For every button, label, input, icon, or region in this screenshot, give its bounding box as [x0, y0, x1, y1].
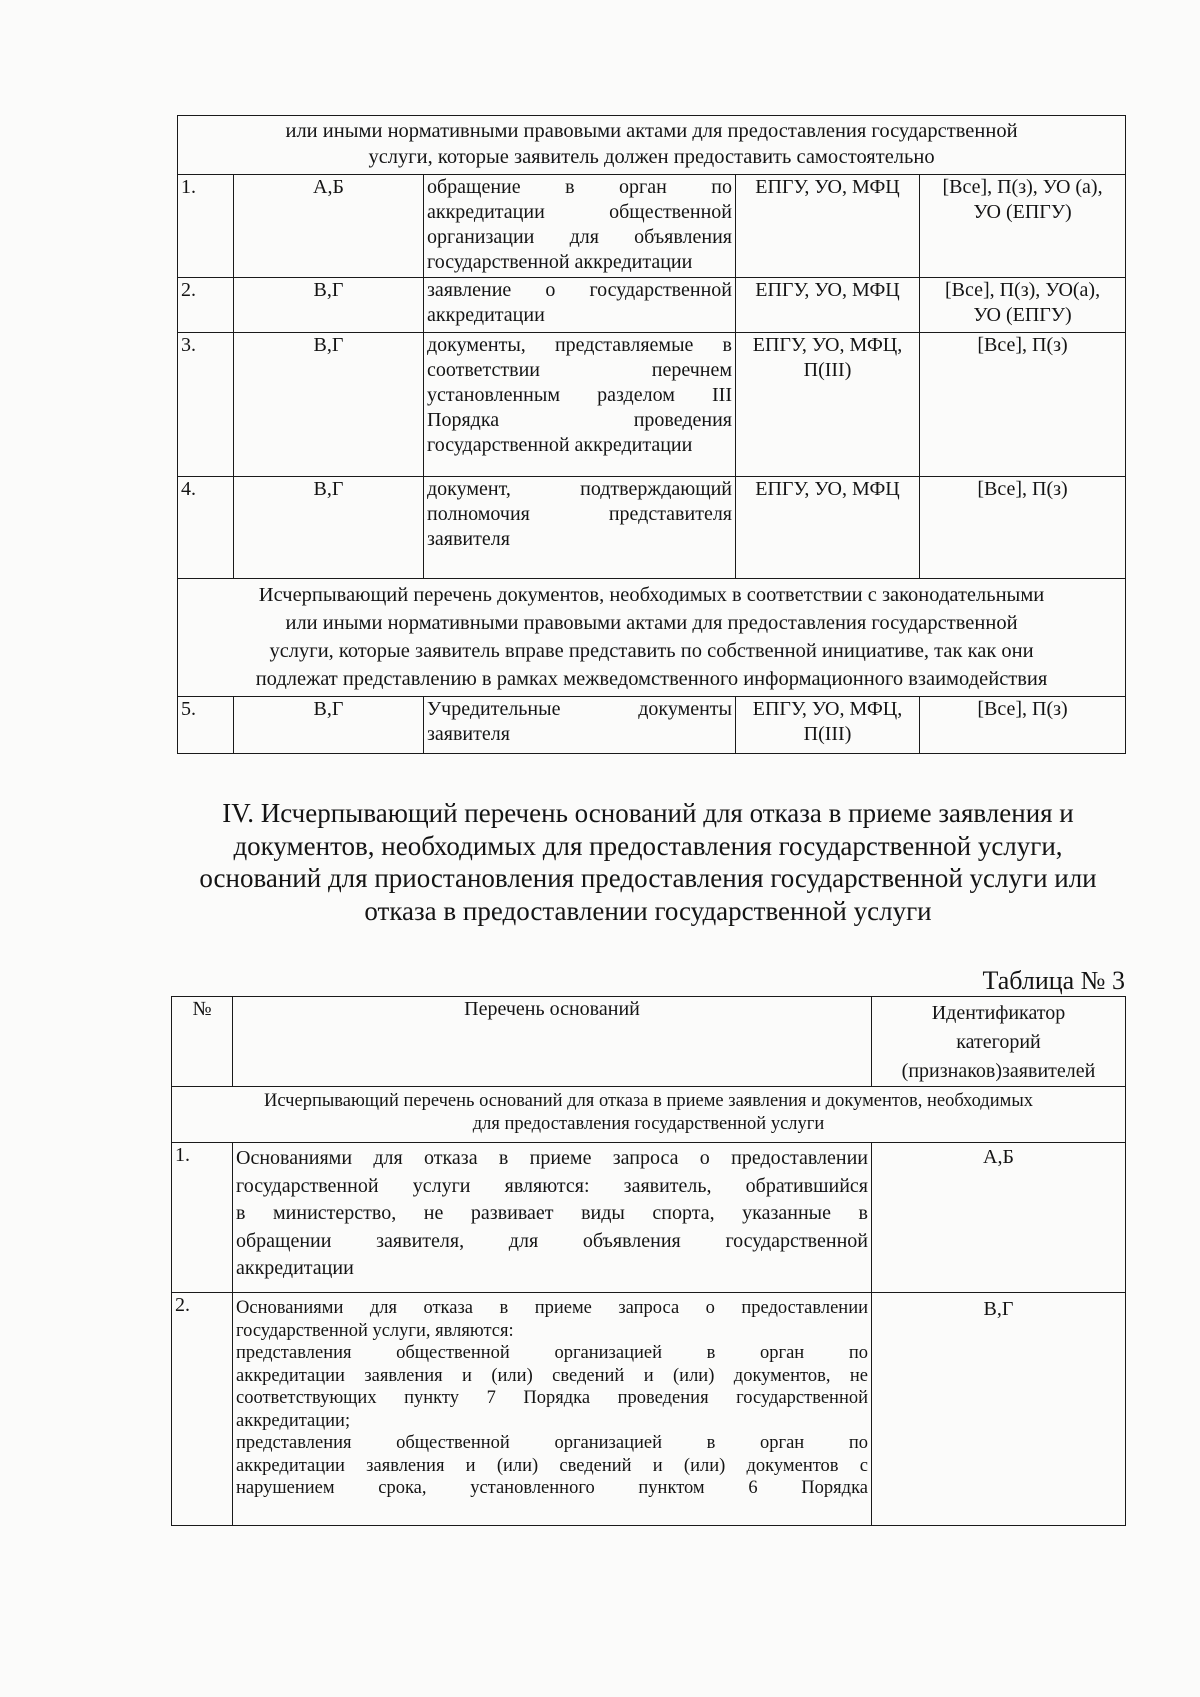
- table-row: [172, 1143, 1126, 1293]
- row-channels: ЕПГУ, УО, МФЦ, П(III): [736, 333, 920, 477]
- section-heading: IV. Исчерпывающий перечень оснований для отказа в приеме заявления и документов, необходимых для предоставления государственной услуги, оснований для приостановления предоставления государственной услуги или отказа в предоставлении государственной услуги: [199, 798, 1097, 926]
- row-results: [Все], П(з): [920, 477, 1126, 579]
- documents-table: [177, 115, 1126, 754]
- row-reason: Основаниями для отказа в приеме запроса о предоставлении государственной услуги, являются: представления общественной организацией в орган по аккредитации заявления и (или) сведений и (или) документов, не соответствующих пункту 7 Порядка проведения государственной аккредитации; представления общественной организацией в орган по аккредитации заявления и (или) сведений и (или) документов с нарушением срока, установленного пунктом 6 Порядка: [233, 1293, 872, 1526]
- table-row: [178, 477, 1126, 579]
- table1-header-top: или иными нормативными правовыми актами для предоставления государственной услуги, которые заявитель должен предоставить самостоятельно: [178, 116, 1126, 175]
- col-identifier-header: Идентификатор категорий (признаков)заявителей: [872, 997, 1126, 1087]
- row-document: обращение в орган по аккредитации общественной организации для объявления государственной аккредитации: [424, 175, 736, 278]
- table1-section-header: Исчерпывающий перечень документов, необходимых в соответствии с законодательными или иными нормативными правовыми актами для предоставления государственной услуги, которые заявитель вправе представить по собственной инициативе, так как они подлежат представлению в рамках межведомственного информационного взаимодействия: [178, 579, 1126, 697]
- row-categories: В,Г: [234, 697, 424, 754]
- table-header-row: [172, 997, 1126, 1087]
- row-number: 4.: [178, 477, 234, 579]
- table-row: [178, 175, 1126, 278]
- row-categories: А,Б: [872, 1143, 1126, 1293]
- row-channels: ЕПГУ, УО, МФЦ: [736, 477, 920, 579]
- row-number: 1.: [178, 175, 234, 278]
- refusal-grounds-table: [171, 996, 1126, 1526]
- row-reason: Основаниями для отказа в приеме запроса о предоставлении государственной услуги являются: заявитель, обратившийся в министерство, не развивает виды спорта, указанные в обращении заявителя, для объявления государственной аккредитации: [233, 1143, 872, 1293]
- table3-subheader: Исчерпывающий перечень оснований для отказа в приеме заявления и документов, необходимых для предоставления государственной услуги: [172, 1087, 1126, 1143]
- table-row: [172, 1293, 1126, 1526]
- row-document: заявление о государственной аккредитации: [424, 278, 736, 333]
- col-number-header: №: [172, 997, 233, 1087]
- row-categories: В,Г: [872, 1293, 1126, 1526]
- row-categories: А,Б: [234, 175, 424, 278]
- row-results: [Все], П(з), УО(а), УО (ЕПГУ): [920, 278, 1126, 333]
- table-row: [178, 278, 1126, 333]
- row-number: 2.: [178, 278, 234, 333]
- table-row: [178, 333, 1126, 477]
- row-categories: В,Г: [234, 278, 424, 333]
- table-caption: Таблица № 3: [982, 966, 1125, 995]
- row-channels: ЕПГУ, УО, МФЦ: [736, 278, 920, 333]
- row-document: документы, представляемые в соответствии перечнем установленным разделом III Порядка проведения государственной аккредитации: [424, 333, 736, 477]
- table-row: [178, 697, 1126, 754]
- row-document: документ, подтверждающий полномочия представителя заявителя: [424, 477, 736, 579]
- col-reasons-header: Перечень оснований: [233, 997, 872, 1087]
- row-channels: ЕПГУ, УО, МФЦ, П(III): [736, 697, 920, 754]
- row-number: 3.: [178, 333, 234, 477]
- row-results: [Все], П(з): [920, 333, 1126, 477]
- row-number: 1.: [172, 1143, 233, 1293]
- row-number: 2.: [172, 1293, 233, 1526]
- row-document: Учредительные документы заявителя: [424, 697, 736, 754]
- row-channels: ЕПГУ, УО, МФЦ: [736, 175, 920, 278]
- row-results: [Все], П(з), УО (а), УО (ЕПГУ): [920, 175, 1126, 278]
- row-number: 5.: [178, 697, 234, 754]
- row-categories: В,Г: [234, 333, 424, 477]
- row-categories: В,Г: [234, 477, 424, 579]
- row-results: [Все], П(з): [920, 697, 1126, 754]
